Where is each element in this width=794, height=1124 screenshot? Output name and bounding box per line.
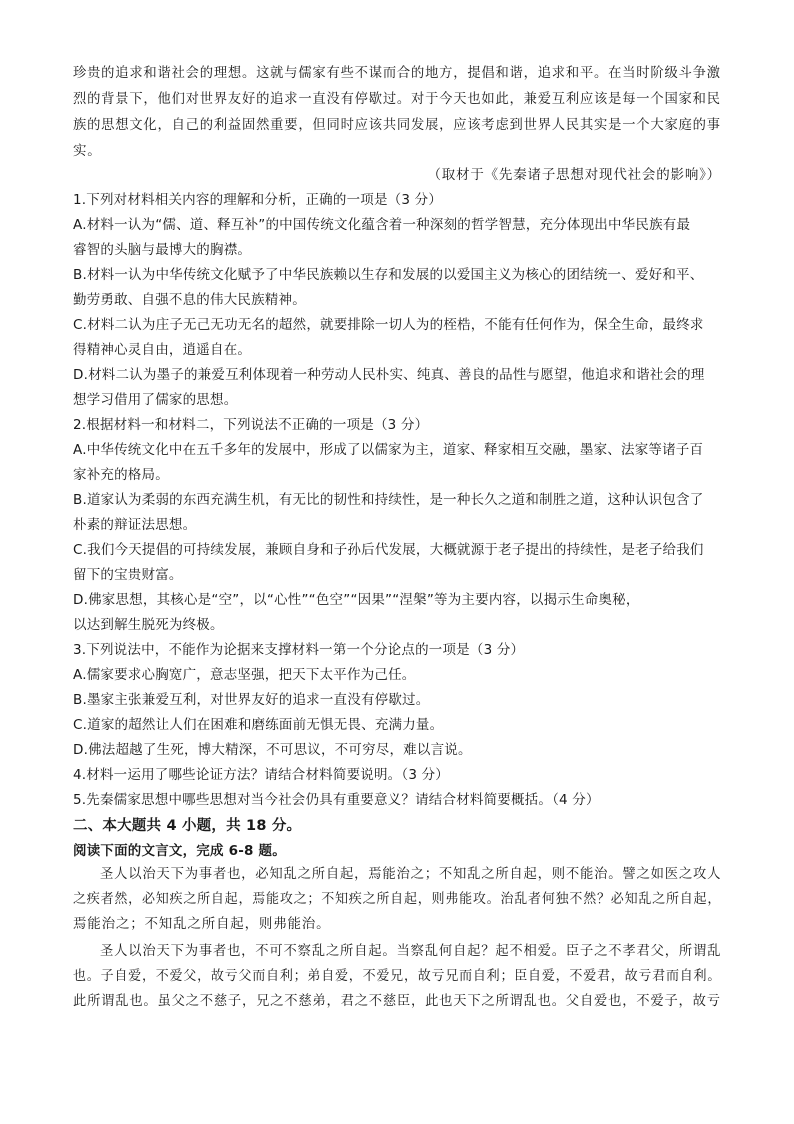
question-1-option-b: B.材料一认为中华传统文化赋予了中华民族赖以生存和发展的以爱国主义为核心的团结统一、爱好和平、 <box>73 267 704 283</box>
classical-paragraph-1-line: 圣人以治天下为事者也，必知乱之所自起，焉能治之；不知乱之所自起，则不能治。譬之如医之攻人 <box>100 866 722 882</box>
question-2-option-d-cont: 以达到解生脱死为终极。 <box>73 617 224 633</box>
passage-source: （取材于《先秦诸子思想对现代社会的影响》） <box>427 167 721 183</box>
passage-line: 实。 <box>73 143 102 159</box>
passage-line: 珍贵的追求和谐社会的理想。这就与儒家有些不谋而合的地方，提倡和谐，追求和平。在当时阶级斗争激 <box>73 65 721 81</box>
section-instruction: 阅读下面的文言文，完成 6-8 题。 <box>73 843 286 859</box>
question-3-option-b: B.墨家主张兼爱互利，对世界友好的追求一直没有停歇过。 <box>73 692 430 708</box>
question-1-option-c-cont: 得精神心灵自由，逍遥自在。 <box>73 342 252 358</box>
classical-paragraph-2-line: 圣人以治天下为事者也，不可不察乱之所自起。当察乱何自起？起不相爱。臣子之不孝君父，所谓乱 <box>100 943 722 959</box>
question-1-option-c: C.材料二认为庄子无己无功无名的超然，就要排除一切人为的桎梏，不能有任何作为，保全生命，最终求 <box>73 317 704 333</box>
passage-line: 族的思想文化，自己的利益固然重要，但同时应该共同发展，应该考虑到世界人民其实是一个大家庭的事 <box>73 117 721 133</box>
section-heading: 二、本大题共 4 小题，共 18 分。 <box>73 818 302 834</box>
question-2-option-b-cont: 朴素的辩证法思想。 <box>73 517 197 533</box>
question-1-option-d-cont: 想学习借用了儒家的思想。 <box>73 392 238 408</box>
question-2-option-c: C.我们今天提倡的可持续发展，兼顾自身和子孙后代发展，大概就源于老子提出的持续性，是老子给我们 <box>73 542 704 558</box>
question-2-option-d: D.佛家思想，其核心是“空”，以“心性”“色空”“因果”“涅槃”等为主要内容，以揭示生命奥秘， <box>73 592 640 608</box>
question-1-stem: 1.下列对材料相关内容的理解和分析，正确的一项是（3 分） <box>73 192 443 208</box>
question-3-option-d: D.佛法超越了生死，博大精深，不可思议，不可穷尽，难以言说。 <box>73 742 472 758</box>
question-5: 5.先秦儒家思想中哪些思想对当今社会仍具有重要意义？请结合材料简要概括。（4 分） <box>73 792 600 808</box>
passage-line: 烈的背景下，他们对世界友好的追求一直没有停歇过。对于今天也如此，兼爱互利应该是每一个国家和民 <box>73 91 721 107</box>
question-3-stem: 3.下列说法中，不能作为论据来支撑材料一第一个分论点的一项是（3 分） <box>73 642 525 658</box>
question-2-option-c-cont: 留下的宝贵财富。 <box>73 567 183 583</box>
classical-paragraph-2-line: 此所谓乱也。虽父之不慈子，兄之不慈弟，君之不慈臣，此也天下之所谓乱也。父自爱也，不爱子，故亏 <box>73 993 721 1009</box>
question-2-option-a-cont: 家补充的格局。 <box>73 467 169 483</box>
question-1-option-d: D.材料二认为墨子的兼爱互利体现着一种劳动人民朴实、纯真、善良的品性与愿望，他追求和谐社会的理 <box>73 367 705 383</box>
question-3-option-a: A.儒家要求心胸宽广，意志坚强，把天下太平作为己任。 <box>73 667 416 683</box>
question-1-option-b-cont: 勤劳勇敢、自强不息的伟大民族精神。 <box>73 292 306 308</box>
classical-paragraph-1-line: 之疾者然，必知疾之所自起，焉能攻之；不知疾之所自起，则弗能攻。治乱者何独不然？必知乱之所自起， <box>73 891 722 907</box>
question-1-option-a-cont: 睿智的头脑与最博大的胸襟。 <box>73 242 252 258</box>
question-2-stem: 2.根据材料一和材料二，下列说法不正确的一项是（3 分） <box>73 417 429 433</box>
question-3-option-c: C.道家的超然让人们在困难和磨练面前无惧无畏、充满力量。 <box>73 717 444 733</box>
question-2-option-b: B.道家认为柔弱的东西充满生机，有无比的韧性和持续性，是一种长久之道和制胜之道，这种认识包含了 <box>73 492 704 508</box>
classical-paragraph-1-line: 焉能治之；不知乱之所自起，则弗能治。 <box>73 916 331 932</box>
question-2-option-a: A.中华传统文化中在五千多年的发展中，形成了以儒家为主，道家、释家相互交融，墨家、法家等诸子百 <box>73 442 704 458</box>
classical-paragraph-2-line: 也。子自爱，不爱父，故亏父而自利；弟自爱，不爱兄，故亏兄而自利；臣自爱，不爱君，故亏君而自利。 <box>73 968 722 984</box>
question-1-option-a: A.材料一认为“儒、道、释互补”的中国传统文化蕴含着一种深刻的哲学智慧，充分体现出中华民族有最 <box>73 217 691 233</box>
question-4: 4.材料一运用了哪些论证方法？请结合材料简要说明。（3 分） <box>73 767 450 783</box>
